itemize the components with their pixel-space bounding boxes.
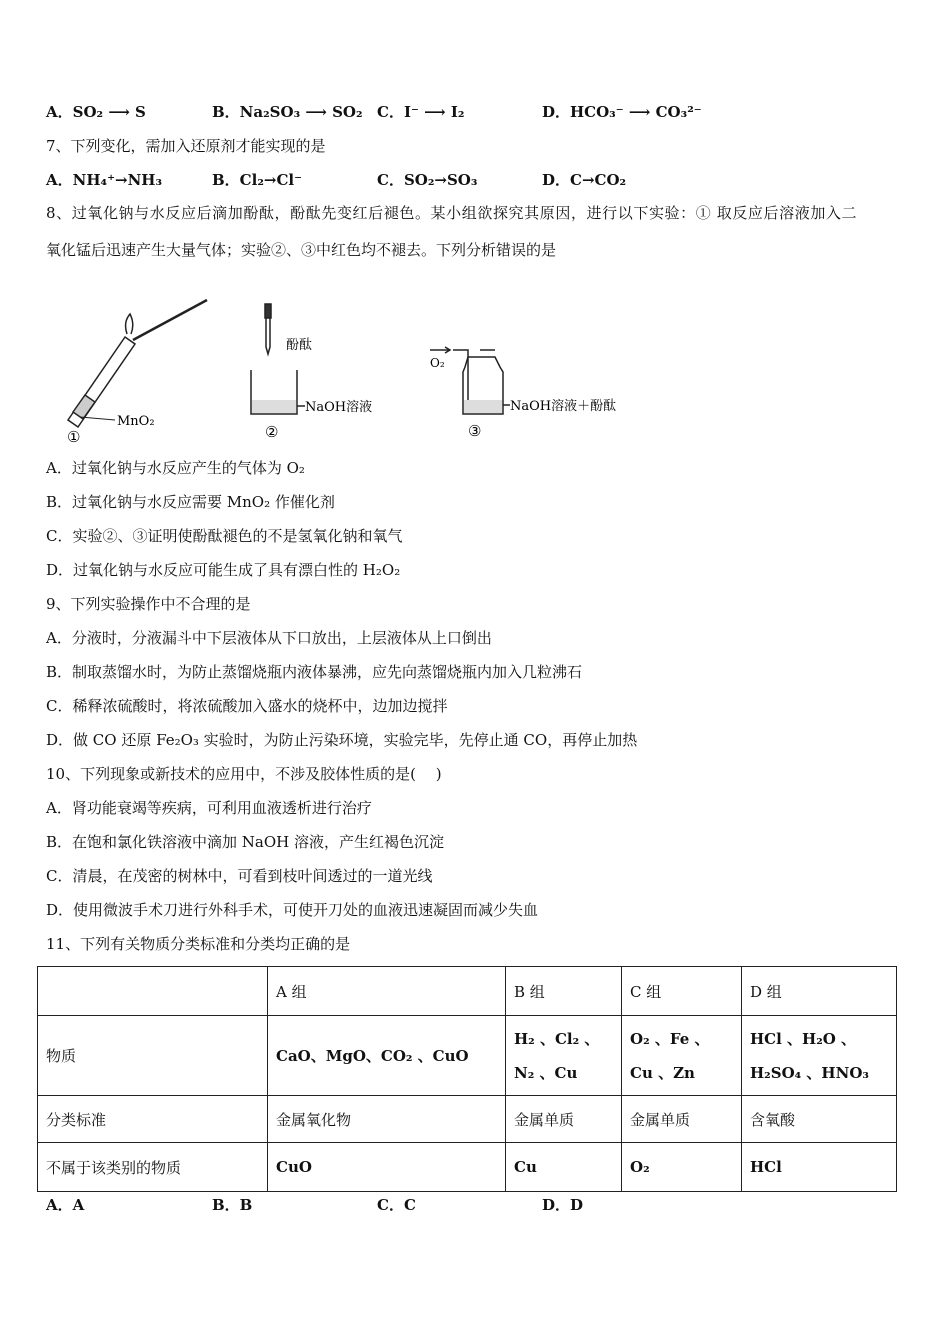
- q8-option-c[interactable]: C．实验②、③证明使酚酞褪色的不是氢氧化钠和氧气: [46, 527, 403, 545]
- cell-line: Cu 、Zn: [630, 1063, 695, 1082]
- q8-option-a[interactable]: A．过氧化钠与水反应产生的气体为 O₂: [46, 459, 305, 477]
- cell-line: H₂ 、Cl₂ 、: [514, 1029, 600, 1048]
- test-tube-apparatus: [68, 300, 207, 427]
- q11-option-b[interactable]: B．B: [212, 1196, 253, 1214]
- q9-option-b[interactable]: B．制取蒸馏水时，为防止蒸馏烧瓶内液体暴沸，应先向蒸馏烧瓶内加入几粒沸石: [46, 663, 583, 681]
- q9-option-c[interactable]: C．稀释浓硫酸时，将浓硫酸加入盛水的烧杯中，边加边搅拌: [46, 697, 448, 715]
- beaker-dropper: [251, 304, 305, 414]
- table-cell: [622, 1016, 742, 1096]
- q6-option-a[interactable]: A．SO₂ ⟶ S: [46, 103, 146, 121]
- classification-table: [37, 966, 897, 1192]
- q7-option-b[interactable]: B．Cl₂→Cl⁻: [212, 171, 303, 189]
- q9-option-a[interactable]: A．分液时，分液漏斗中下层液体从下口放出，上层液体从上口倒出: [46, 629, 492, 647]
- naoh-phenolphthalein-label: NaOH溶液＋酚酞: [510, 399, 617, 414]
- q10-option-d[interactable]: D．使用微波手术刀进行外科手术，可使开刀处的血液迅速凝固而减少失血: [46, 901, 539, 919]
- table-header-cell: B 组: [506, 967, 622, 1016]
- q11-option-d[interactable]: D．D: [542, 1196, 584, 1214]
- figure-num-1: ①: [67, 428, 81, 446]
- naoh-label: NaOH溶液: [305, 400, 373, 415]
- figure-num-2: ②: [265, 423, 279, 441]
- table-row: [38, 1143, 897, 1192]
- experiment-figure: [55, 292, 625, 447]
- q10-option-b[interactable]: B．在饱和氯化铁溶液中滴加 NaOH 溶液，产生红褐色沉淀: [46, 833, 445, 851]
- table-row: [38, 1096, 897, 1143]
- table-cell: [506, 1016, 622, 1096]
- q8-stem-line2: 氧化锰后迅速产生大量气体；实验②、③中红色均不褪去。下列分析错误的是: [46, 241, 557, 259]
- table-cell: 金属氧化物: [268, 1096, 506, 1143]
- table-cell: 金属单质: [506, 1096, 622, 1143]
- table-header-cell: A 组: [268, 967, 506, 1016]
- q10-option-c[interactable]: C．清晨，在茂密的树林中，可看到枝叶间透过的一道光线: [46, 867, 433, 885]
- q7-option-a[interactable]: A．NH₄⁺→NH₃: [46, 171, 163, 189]
- q9-stem: 9、下列实验操作中不合理的是: [46, 595, 251, 613]
- cell-line: O₂ 、Fe 、: [630, 1029, 710, 1048]
- figure-num-3: ③: [468, 422, 482, 440]
- cell-line: H₂SO₄ 、HNO₃: [750, 1063, 869, 1082]
- q8-stem-line1: 8、过氧化钠与水反应后滴加酚酞，酚酞先变红后褪色。某小组欲探究其原因，进行以下实验：① 取反应后溶液加入二: [46, 204, 858, 222]
- q8-option-b[interactable]: B．过氧化钠与水反应需要 MnO₂ 作催化剂: [46, 493, 335, 511]
- cell-line: HCl 、H₂O 、: [750, 1029, 857, 1048]
- table-header-cell: [38, 967, 268, 1016]
- q7-option-c[interactable]: C．SO₂→SO₃: [377, 171, 478, 189]
- table-row: [38, 1016, 897, 1096]
- q10-stem: 10、下列现象或新技术的应用中，不涉及胶体性质的是( ): [46, 765, 442, 783]
- table-cell: O₂: [622, 1143, 742, 1192]
- q7-option-d[interactable]: D．C→CO₂: [542, 171, 627, 189]
- phenolphthalein-label: 酚酞: [286, 338, 313, 353]
- cell-line: N₂ 、Cu: [514, 1063, 578, 1082]
- q11-option-c[interactable]: C．C: [377, 1196, 416, 1214]
- o2-label: O₂: [430, 356, 445, 370]
- q8-option-d[interactable]: D．过氧化钠与水反应可能生成了具有漂白性的 H₂O₂: [46, 561, 401, 579]
- table-cell: [742, 1016, 897, 1096]
- table-header-cell: D 组: [742, 967, 897, 1016]
- q7-stem: 7、下列变化，需加入还原剂才能实现的是: [46, 137, 326, 155]
- table-cell: 物质: [38, 1016, 268, 1096]
- q6-option-b[interactable]: B．Na₂SO₃ ⟶ SO₂: [212, 103, 363, 121]
- q6-option-c[interactable]: C．I⁻ ⟶ I₂: [377, 103, 465, 121]
- table-cell: 金属单质: [622, 1096, 742, 1143]
- q6-option-d[interactable]: D．HCO₃⁻ ⟶ CO₃²⁻: [542, 103, 702, 121]
- mno2-label: MnO₂: [117, 414, 155, 429]
- table-cell: HCl: [742, 1143, 897, 1192]
- table-cell: CuO: [268, 1143, 506, 1192]
- q10-option-a[interactable]: A．肾功能衰竭等疾病，可利用血液透析进行治疗: [46, 799, 372, 817]
- table-cell: 不属于该类别的物质: [38, 1143, 268, 1192]
- table-cell: 含氧酸: [742, 1096, 897, 1143]
- table-cell: Cu: [506, 1143, 622, 1192]
- table-cell: 分类标准: [38, 1096, 268, 1143]
- q11-stem: 11、下列有关物质分类标准和分类均正确的是: [46, 935, 351, 953]
- table-header-row: [38, 967, 897, 1016]
- table-cell: CaO、MgO、CO₂ 、CuO: [268, 1016, 506, 1096]
- table-header-cell: C 组: [622, 967, 742, 1016]
- q11-option-a[interactable]: A．A: [46, 1196, 85, 1214]
- q9-option-d[interactable]: D．做 CO 还原 Fe₂O₃ 实验时，为防止污染环境，实验完毕，先停止通 CO，再停止加热: [46, 731, 638, 749]
